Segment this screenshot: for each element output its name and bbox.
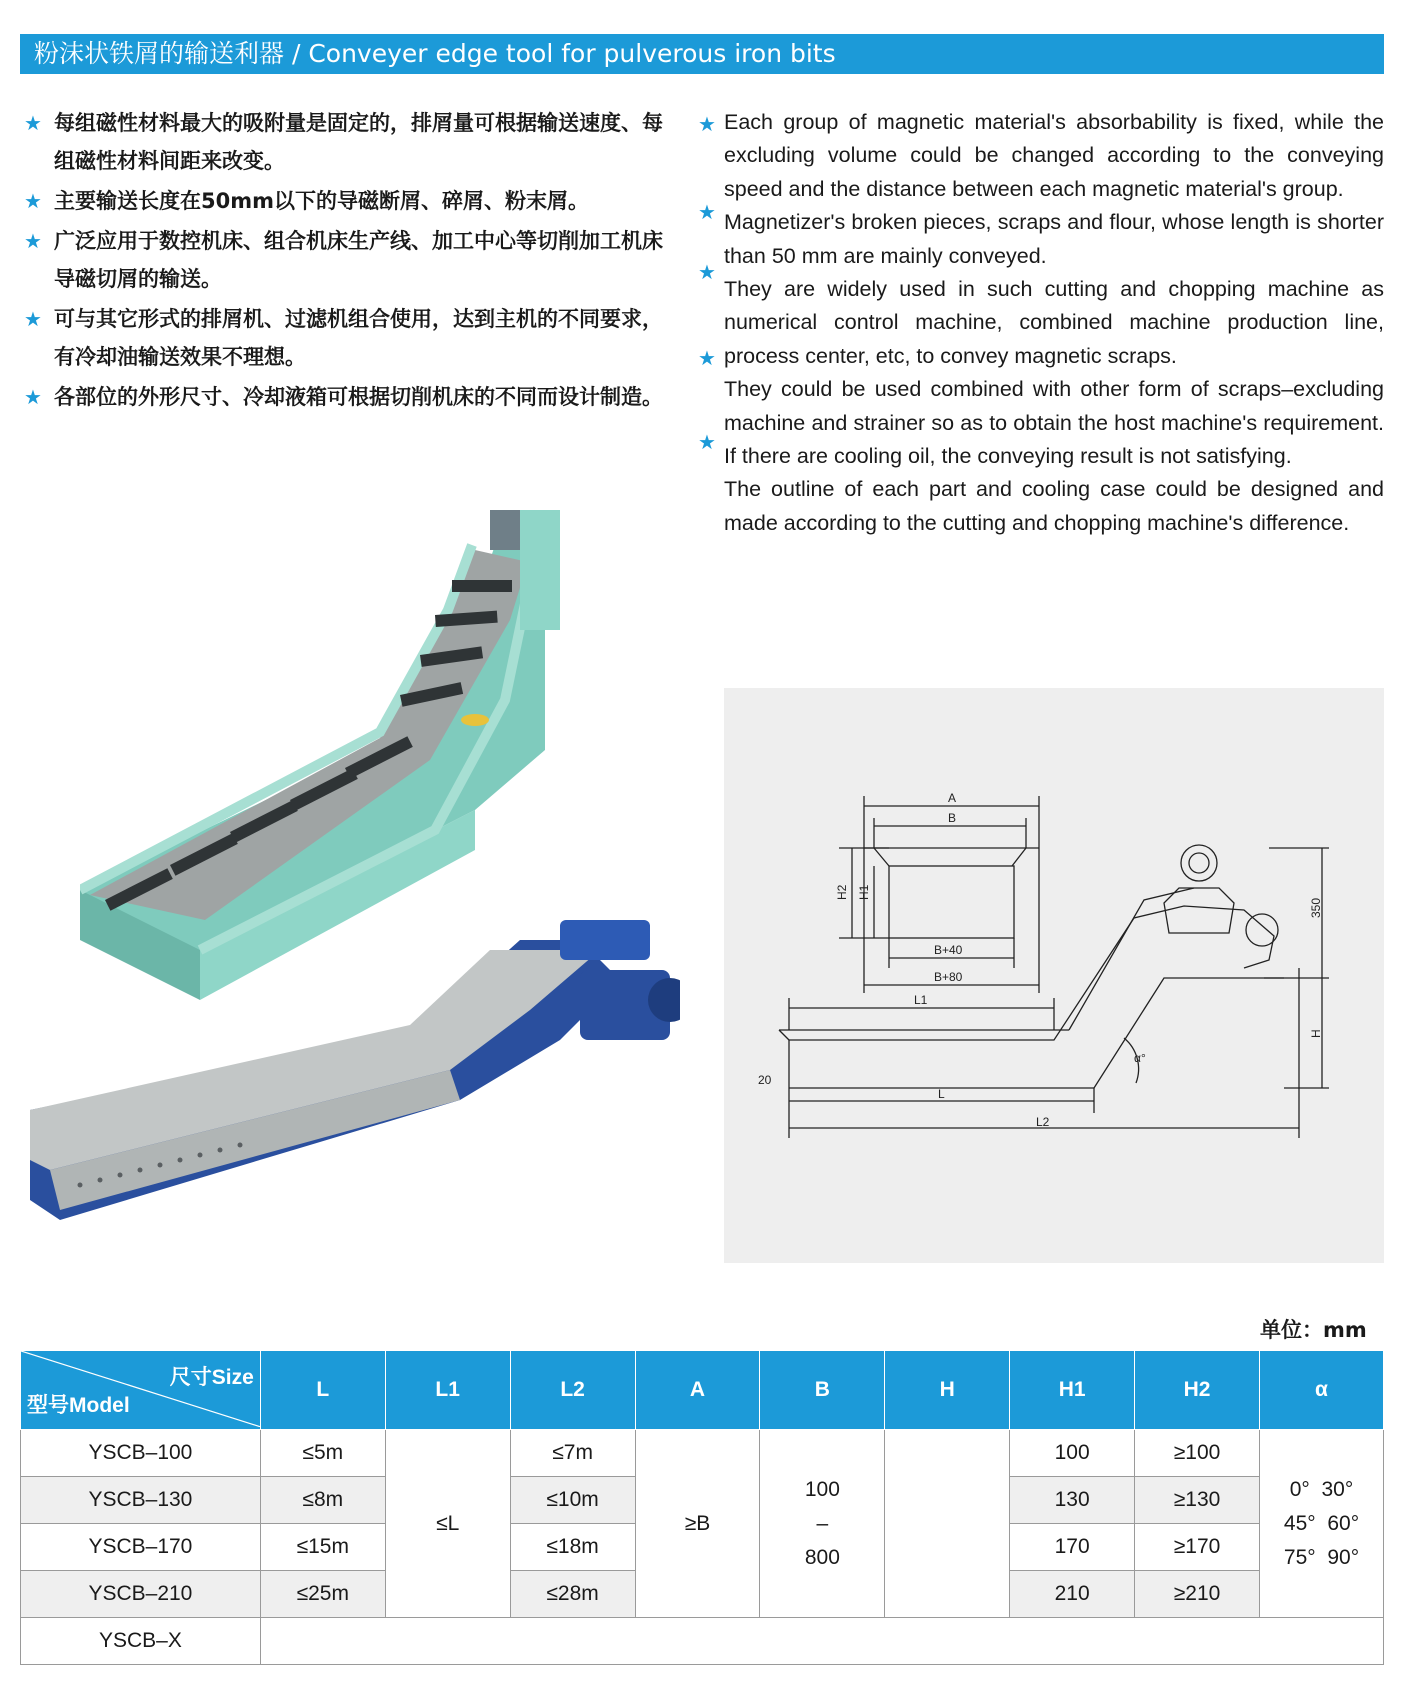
star-icon: ★ [24,189,42,213]
en-feature-item: The outline of each part and cooling case could be designed and made according to the cutting and chopping machine's difference. [724,477,1384,535]
cell-h2: ≥100 [1135,1430,1260,1477]
cn-feature-item: ★ 主要输送长度在50mm以下的导磁断屑、碎屑、粉末屑。 [24,182,664,220]
star-icon: ★ [24,385,42,409]
model-cell: YSCB–210 [21,1571,261,1618]
section-title-bar: 粉沫状铁屑的输送利器 / Conveyer edge tool for pulverous iron bits [20,34,1384,74]
table-header-cell: H [885,1351,1010,1430]
table-corner-header [21,1351,261,1430]
table-header-row [21,1351,1384,1430]
star-icon: ★ [698,260,716,284]
cn-feature-item: ★ 广泛应用于数控机床、组合机床生产线、加工中心等切削加工机床导磁切屑的输送。 [24,222,664,298]
dim-label-alpha: α° [1134,1051,1146,1065]
cn-feature-item: ★ 可与其它形式的排屑机、过滤机组合使用，达到主机的不同要求，有冷却油输送效果不理想。 [24,300,664,376]
custom-row-blank [260,1618,1383,1665]
dim-label-b: B [948,811,957,825]
table-header-cell: H1 [1010,1351,1135,1430]
en-feature-item: They are widely used in such cutting and chopping machine as numerical control machine, combined machine production line, process center, etc, to convey magnetic scraps. [724,277,1384,368]
star-icon: ★ [24,111,42,135]
blue-conveyor-image [20,920,680,1240]
cell-h1: 210 [1010,1571,1135,1618]
cell-a-merged: ≥B [635,1430,760,1618]
table-header-cell: L1 [385,1351,510,1430]
cell-l: ≤25m [260,1571,385,1618]
cell-l: ≤5m [260,1430,385,1477]
dim-label-350: 350 [1309,897,1323,918]
dim-label-a: A [948,791,957,805]
en-feature-text [724,106,1384,540]
cell-h1: 100 [1010,1430,1135,1477]
model-cell: YSCB–130 [21,1477,261,1524]
cell-h2: ≥130 [1135,1477,1260,1524]
model-cell: YSCB–X [21,1618,261,1665]
corner-model-label: 型号Model [27,1394,130,1417]
cell-l2: ≤18m [510,1524,635,1571]
cell-h2: ≥170 [1135,1524,1260,1571]
cell-b-merged: 100 – 800 [760,1430,885,1618]
table-row [21,1618,1384,1665]
en-feature-item: Magnetizer's broken pieces, scraps and flour, whose length is shorter than 50 mm are mainly conveyed. [724,210,1384,268]
cn-feature-item: ★ 每组磁性材料最大的吸附量是固定的，排屑量可根据输送速度、每组磁性材料间距来改变。 [24,104,664,180]
dimension-diagram-svg [724,688,1384,1263]
cell-h-merged [885,1430,1010,1618]
cell-alpha-merged: 0° 30° 45° 60° 75° 90° [1260,1430,1384,1618]
cn-feature-item: ★ 各部位的外形尺寸、冷却液箱可根据切削机床的不同而设计制造。 [24,378,664,416]
en-feature-item: They could be used combined with other form of scraps–excluding machine and strainer so as to obtain the host machine's requirement. If there are cooling oil, the conveying result is not satisfying. [724,377,1384,469]
table-row [21,1430,1384,1477]
dim-label-b80: B+80 [934,970,963,984]
table-header-cell: H2 [1135,1351,1260,1430]
cn-feature-list [24,104,664,418]
star-icon: ★ [698,112,716,136]
cell-l2: ≤7m [510,1430,635,1477]
en-feature-item: Each group of magnetic material's absorbability is fixed, while the excluding volume could be changed according to the conveying speed and the distance between each magnetic material's group. [724,110,1384,201]
cell-h1: 170 [1010,1524,1135,1571]
cell-l: ≤15m [260,1524,385,1571]
star-icon: ★ [24,229,42,253]
cell-l2: ≤10m [510,1477,635,1524]
star-icon: ★ [698,430,716,454]
dim-label-l2: L2 [1036,1115,1050,1129]
star-icon: ★ [698,346,716,370]
unit-label: 单位：mm [1260,1318,1367,1342]
spec-table [20,1350,1384,1665]
table-header-cell: L2 [510,1351,635,1430]
dim-label-h: H [1309,1029,1323,1038]
dim-label-l1: L1 [914,993,928,1007]
corner-size-label: 尺寸Size [169,1366,254,1389]
star-icon: ★ [24,307,42,331]
dim-label-h1: H1 [857,884,871,900]
table-header-cell: α [1260,1351,1384,1430]
dim-label-l: L [938,1087,945,1101]
table-header-cell: B [760,1351,885,1430]
dim-label-b40: B+40 [934,943,963,957]
model-cell: YSCB–170 [21,1524,261,1571]
cell-h2: ≥210 [1135,1571,1260,1618]
cell-l: ≤8m [260,1477,385,1524]
cell-h1: 130 [1010,1477,1135,1524]
table-header-cell: A [635,1351,760,1430]
model-cell: YSCB–100 [21,1430,261,1477]
dimension-diagram [724,688,1384,1263]
cell-l1-merged: ≤L [385,1430,510,1618]
star-icon: ★ [698,200,716,224]
dim-label-h2: H2 [835,884,849,900]
dim-label-20: 20 [758,1073,772,1087]
cell-l2: ≤28m [510,1571,635,1618]
table-header-cell: L [260,1351,385,1430]
